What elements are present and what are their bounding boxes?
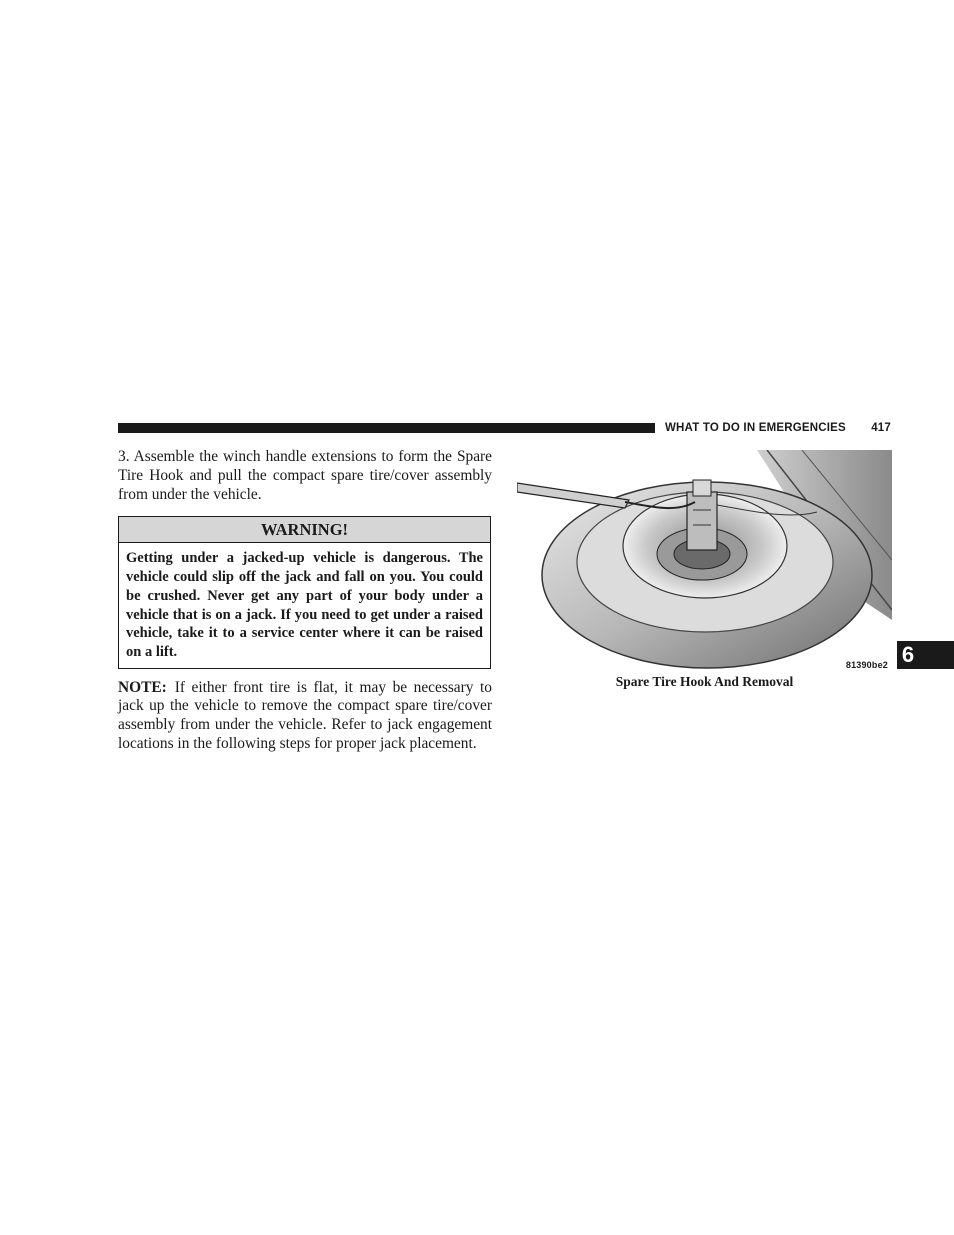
chapter-tab — [897, 641, 954, 669]
header-rule — [118, 423, 655, 433]
winch-handle-extension — [517, 483, 629, 508]
warning-text: Getting under a jacked-up vehicle is dangerous. The vehicle could slip off the jack and fall on you. You could be crushed. Never get any part of your body under a vehicle that is on a jack. If you need to get under a raised vehicle, take it to a service center where it can be raised on a lift. — [126, 550, 483, 660]
spare-tire-drawing — [517, 450, 892, 672]
hook-bracket — [687, 492, 717, 550]
warning-box — [118, 516, 491, 668]
page-number: 417 — [871, 422, 891, 434]
step-3-paragraph: 3. Assemble the winch handle extensions to form the Spare Tire Hook and pull the compact spare tire/cover assembly from under the vehicle. — [118, 448, 492, 503]
running-header — [665, 420, 891, 436]
section-title: WHAT TO DO IN EMERGENCIES — [665, 422, 846, 434]
spare-tire-hook-illustration — [517, 450, 892, 672]
note-paragraph — [118, 679, 492, 754]
left-column — [118, 448, 492, 754]
figure-caption: Spare Tire Hook And Removal — [615, 674, 794, 689]
note-label: NOTE: — [118, 678, 167, 696]
warning-title: WARNING! — [119, 517, 490, 543]
chapter-number: 6 — [901, 642, 915, 667]
note-text: If either front tire is flat, it may be necessary to jack up the vehicle to remove the compact spare tire/cover assembly from under the vehicle. Refer to jack engagement locations in the following steps for proper jack placement. — [118, 678, 492, 752]
figure-code: 81390be2 — [845, 660, 888, 670]
